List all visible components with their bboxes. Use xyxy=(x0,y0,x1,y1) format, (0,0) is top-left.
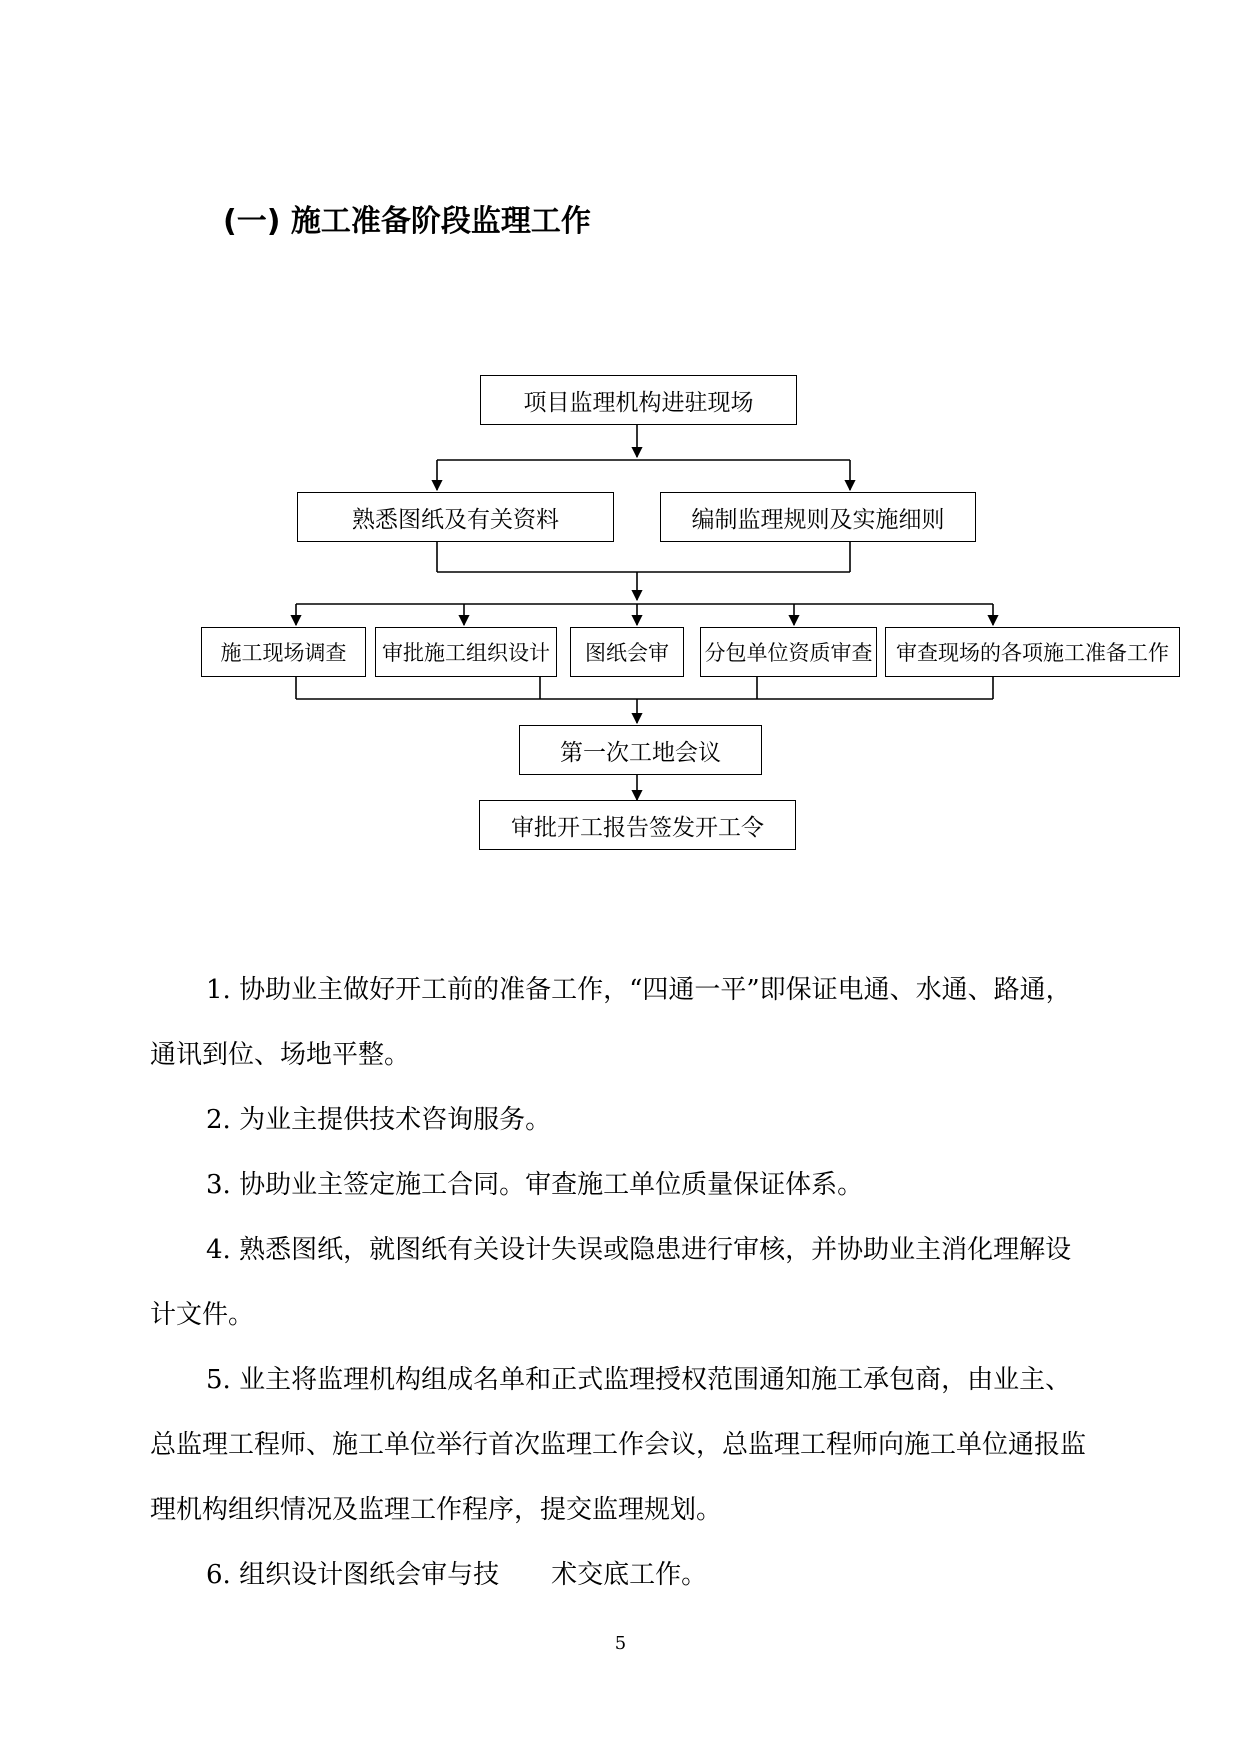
paragraph-1 xyxy=(150,958,1092,1088)
paragraph-4-text: 4. 熟悉图纸，就图纸有关设计失误或隐患进行审核，并协助业主消化理解设计文件。 xyxy=(150,1235,1072,1330)
flow-box-drawing-review: 图纸会审 xyxy=(570,627,684,677)
flow-box-first-meeting: 第一次工地会议 xyxy=(519,725,762,775)
flow-box-site-preparation-review: 审查现场的各项施工准备工作 xyxy=(885,627,1180,677)
flow-box-enter-site: 项目监理机构进驻现场 xyxy=(480,375,797,425)
paragraph-6 xyxy=(150,1543,1092,1608)
page-number: 5 xyxy=(614,1633,627,1654)
flow-box-approve-start: 审批开工报告签发开工令 xyxy=(479,800,796,850)
paragraph-4 xyxy=(150,1218,1092,1348)
flow-box-familiarize-drawings: 熟悉图纸及有关资料 xyxy=(297,492,614,542)
paragraph-2-text: 2. 为业主提供技术咨询服务。 xyxy=(206,1105,552,1135)
paragraph-5-text: 5. 业主将监理机构组成名单和正式监理授权范围通知施工承包商，由业主、总监理工程师、施工单位举行首次监理工作会议，总监理工程师向施工单位通报监理机构组织情况及监理工作程序，提交监理规划。 xyxy=(150,1365,1087,1525)
paragraph-3-text: 3. 协助业主签定施工合同。审查施工单位质量保证体系。 xyxy=(206,1170,864,1200)
paragraph-5 xyxy=(150,1348,1092,1543)
paragraph-1-text: 1. 协助业主做好开工前的准备工作，“四通一平”即保证电通、水通、路通，通讯到位、场地平整。 xyxy=(150,975,1072,1070)
flow-box-compile-rules: 编制监理规则及实施细则 xyxy=(660,492,976,542)
paragraph-2 xyxy=(150,1088,1092,1153)
paragraph-3 xyxy=(150,1153,1092,1218)
flow-box-subcontractor-qualification: 分包单位资质审查 xyxy=(700,627,877,677)
flow-box-approve-org-design: 审批施工组织设计 xyxy=(375,627,557,677)
paragraph-6-text: 6. 组织设计图纸会审与技 术交底工作。 xyxy=(206,1560,708,1590)
section-heading: (一) 施工准备阶段监理工作 xyxy=(223,204,591,239)
flow-box-site-survey: 施工现场调查 xyxy=(201,627,366,677)
